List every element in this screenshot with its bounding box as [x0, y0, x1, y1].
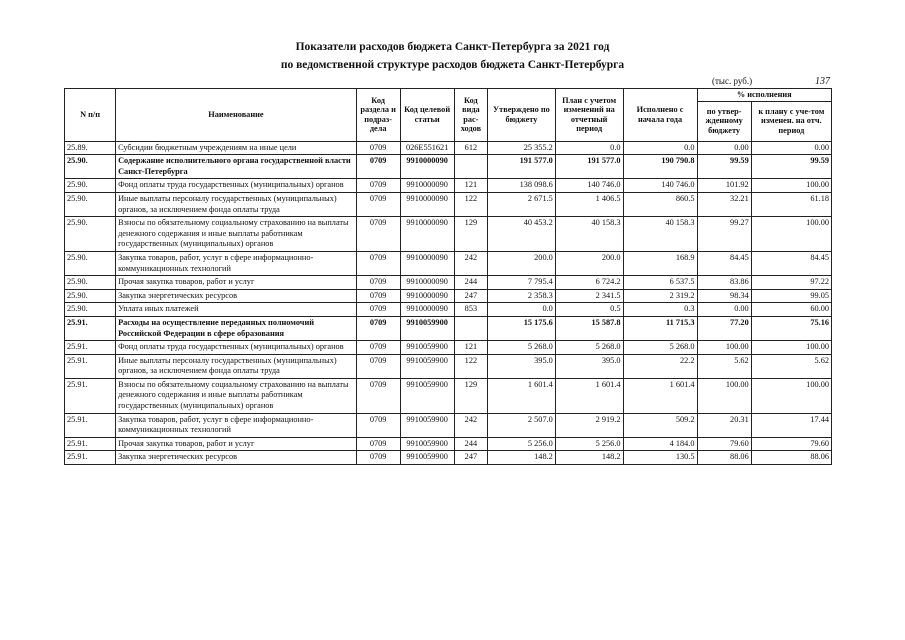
header-pct-utv: по утвер-жденному бюджету [697, 101, 751, 141]
row-name-cell: Закупка энергетических ресурсов [116, 289, 357, 303]
row-isp-cell: 11 715.3 [623, 316, 697, 340]
row-razdel-cell: 0709 [356, 437, 400, 451]
row-vid-cell: 242 [454, 413, 487, 437]
row-utv-cell: 138 098.6 [488, 179, 556, 193]
title-line-2: по ведомственной структуре расходов бюджета Санкт-Петербурга [280, 59, 625, 71]
row-number-cell: 25.91. [65, 378, 116, 413]
row-vid-cell: 121 [454, 341, 487, 355]
row-pct-utv-cell: 100.00 [697, 341, 751, 355]
row-utv-cell: 200.0 [488, 251, 556, 275]
row-pct-plan-cell: 97.22 [751, 276, 831, 290]
table-row [65, 192, 832, 216]
row-utv-cell: 0.0 [488, 303, 556, 317]
row-plan-cell: 1 406.5 [555, 192, 623, 216]
row-pct-plan-cell: 100.00 [751, 378, 831, 413]
row-razdel-cell: 0709 [356, 155, 400, 179]
table-row [65, 413, 832, 437]
table-row [65, 179, 832, 193]
row-isp-cell: 509.2 [623, 413, 697, 437]
row-isp-cell: 0.0 [623, 141, 697, 155]
document-title [0, 38, 905, 74]
row-utv-cell: 25 355.2 [488, 141, 556, 155]
row-pct-plan-cell: 17.44 [751, 413, 831, 437]
row-razdel-cell: 0709 [356, 378, 400, 413]
row-plan-cell: 0.0 [555, 141, 623, 155]
row-number-cell: 25.90. [65, 179, 116, 193]
row-statya-cell: 9910059900 [400, 341, 454, 355]
row-number-cell: 25.90. [65, 192, 116, 216]
row-statya-cell: 9910059900 [400, 354, 454, 378]
row-pct-plan-cell: 75.16 [751, 316, 831, 340]
row-pct-utv-cell: 98.34 [697, 289, 751, 303]
row-utv-cell: 15 175.6 [488, 316, 556, 340]
row-name-cell: Содержание исполнительного органа государственной власти Санкт-Петербурга [116, 155, 357, 179]
row-plan-cell: 395.0 [555, 354, 623, 378]
row-razdel-cell: 0709 [356, 217, 400, 252]
header-pct-group: % исполнения [697, 89, 831, 102]
table-row [65, 316, 832, 340]
row-pct-utv-cell: 101.92 [697, 179, 751, 193]
row-plan-cell: 5 256.0 [555, 437, 623, 451]
row-name-cell: Иные выплаты персоналу государственных (муниципальных) органов, за исключением фонда оплаты труда [116, 354, 357, 378]
row-vid-cell: 129 [454, 378, 487, 413]
table-row [65, 276, 832, 290]
row-vid-cell: 121 [454, 179, 487, 193]
row-isp-cell: 22.2 [623, 354, 697, 378]
row-statya-cell: 9910000090 [400, 303, 454, 317]
row-statya-cell: 9910059900 [400, 413, 454, 437]
row-name-cell: Уплата иных платежей [116, 303, 357, 317]
row-pct-utv-cell: 100.00 [697, 378, 751, 413]
row-vid-cell [454, 155, 487, 179]
row-pct-utv-cell: 5.62 [697, 354, 751, 378]
row-vid-cell: 244 [454, 276, 487, 290]
row-statya-cell: 9910000090 [400, 276, 454, 290]
row-plan-cell: 15 587.8 [555, 316, 623, 340]
header-statya: Код целевой статьи [400, 89, 454, 142]
row-name-cell: Фонд оплаты труда государственных (муниципальных) органов [116, 341, 357, 355]
row-name-cell: Фонд оплаты труда государственных (муниципальных) органов [116, 179, 357, 193]
table-row [65, 378, 832, 413]
table-row [65, 354, 832, 378]
row-vid-cell: 853 [454, 303, 487, 317]
row-number-cell: 25.91. [65, 437, 116, 451]
row-pct-plan-cell: 61.18 [751, 192, 831, 216]
row-vid-cell: 247 [454, 289, 487, 303]
row-pct-plan-cell: 79.60 [751, 437, 831, 451]
row-isp-cell: 860.5 [623, 192, 697, 216]
row-isp-cell: 0.3 [623, 303, 697, 317]
row-plan-cell: 6 724.2 [555, 276, 623, 290]
row-number-cell: 25.90. [65, 289, 116, 303]
row-name-cell: Прочая закупка товаров, работ и услуг [116, 276, 357, 290]
row-utv-cell: 7 795.4 [488, 276, 556, 290]
row-pct-plan-cell: 88.06 [751, 451, 831, 465]
row-razdel-cell: 0709 [356, 141, 400, 155]
row-number-cell: 25.91. [65, 354, 116, 378]
row-number-cell: 25.90. [65, 303, 116, 317]
row-plan-cell: 5 268.0 [555, 341, 623, 355]
row-pct-plan-cell: 84.45 [751, 251, 831, 275]
row-razdel-cell: 0709 [356, 192, 400, 216]
row-vid-cell: 122 [454, 192, 487, 216]
row-pct-plan-cell: 100.00 [751, 341, 831, 355]
row-plan-cell: 40 158.3 [555, 217, 623, 252]
row-pct-utv-cell: 77.20 [697, 316, 751, 340]
row-plan-cell: 1 601.4 [555, 378, 623, 413]
header-utv: Утверждено по бюджету [488, 89, 556, 142]
header-plan: План с учетом изменений на отчетный период [555, 89, 623, 142]
row-vid-cell: 129 [454, 217, 487, 252]
row-vid-cell: 247 [454, 451, 487, 465]
row-razdel-cell: 0709 [356, 316, 400, 340]
row-isp-cell: 40 158.3 [623, 217, 697, 252]
row-statya-cell: 9910000090 [400, 155, 454, 179]
row-utv-cell: 5 256.0 [488, 437, 556, 451]
row-plan-cell: 2 341.5 [555, 289, 623, 303]
table-row [65, 251, 832, 275]
row-plan-cell: 2 919.2 [555, 413, 623, 437]
row-name-cell: Взносы по обязательному социальному страхованию на выплаты денежного содержания и иные выплаты работникам государственных (муниципальных) органов [116, 217, 357, 252]
table-row [65, 217, 832, 252]
row-name-cell: Субсидии бюджетным учреждениям на иные цели [116, 141, 357, 155]
row-name-cell: Прочая закупка товаров, работ и услуг [116, 437, 357, 451]
row-isp-cell: 2 319.2 [623, 289, 697, 303]
row-name-cell: Расходы на осуществление переданных полномочий Российской Федерации в сфере образования [116, 316, 357, 340]
row-plan-cell: 200.0 [555, 251, 623, 275]
row-statya-cell: 9910000090 [400, 179, 454, 193]
row-pct-utv-cell: 83.86 [697, 276, 751, 290]
row-isp-cell: 6 537.5 [623, 276, 697, 290]
row-isp-cell: 4 184.0 [623, 437, 697, 451]
row-name-cell: Взносы по обязательному социальному страхованию на выплаты денежного содержания и иные выплаты работникам государственных (муниципальных) органов [116, 378, 357, 413]
row-plan-cell: 140 746.0 [555, 179, 623, 193]
row-isp-cell: 168.9 [623, 251, 697, 275]
table-row [65, 155, 832, 179]
expenditure-table [64, 88, 832, 465]
row-name-cell: Закупка товаров, работ, услуг в сфере информационно-коммуникационных технологий [116, 251, 357, 275]
row-pct-plan-cell: 99.59 [751, 155, 831, 179]
row-utv-cell: 2 507.0 [488, 413, 556, 437]
row-razdel-cell: 0709 [356, 289, 400, 303]
row-razdel-cell: 0709 [356, 251, 400, 275]
row-isp-cell: 140 746.0 [623, 179, 697, 193]
row-number-cell: 25.90. [65, 276, 116, 290]
row-utv-cell: 40 453.2 [488, 217, 556, 252]
row-pct-plan-cell: 99.05 [751, 289, 831, 303]
row-statya-cell: 9910059900 [400, 316, 454, 340]
table-row [65, 141, 832, 155]
row-statya-cell: 9910000090 [400, 217, 454, 252]
row-pct-utv-cell: 0.00 [697, 303, 751, 317]
title-line-1: Показатели расходов бюджета Санкт-Петербурга за 2021 год [295, 41, 610, 53]
row-utv-cell: 2 671.5 [488, 192, 556, 216]
row-pct-utv-cell: 20.31 [697, 413, 751, 437]
row-name-cell: Закупка товаров, работ, услуг в сфере информационно-коммуникационных технологий [116, 413, 357, 437]
row-number-cell: 25.91. [65, 413, 116, 437]
header-razdel: Код раздела и подраз-дела [356, 89, 400, 142]
row-pct-utv-cell: 79.60 [697, 437, 751, 451]
row-vid-cell: 242 [454, 251, 487, 275]
row-utv-cell: 5 268.0 [488, 341, 556, 355]
header-isp: Исполнено с начала года [623, 89, 697, 142]
row-number-cell: 25.91. [65, 341, 116, 355]
row-statya-cell: 9910000090 [400, 289, 454, 303]
row-vid-cell: 244 [454, 437, 487, 451]
table-body [65, 141, 832, 464]
row-utv-cell: 2 358.3 [488, 289, 556, 303]
header-pct-plan: к плану с уче-том изменен. на отч. период [751, 101, 831, 141]
row-number-cell: 25.91. [65, 316, 116, 340]
row-isp-cell: 190 790.8 [623, 155, 697, 179]
table-row [65, 437, 832, 451]
row-statya-cell: 9910059900 [400, 378, 454, 413]
row-pct-utv-cell: 0.00 [697, 141, 751, 155]
row-number-cell: 25.90. [65, 217, 116, 252]
row-pct-utv-cell: 32.21 [697, 192, 751, 216]
row-statya-cell: 9910000090 [400, 251, 454, 275]
row-utv-cell: 1 601.4 [488, 378, 556, 413]
row-number-cell: 25.90. [65, 155, 116, 179]
row-name-cell: Закупка энергетических ресурсов [116, 451, 357, 465]
row-pct-utv-cell: 84.45 [697, 251, 751, 275]
row-statya-cell: 9910000090 [400, 192, 454, 216]
row-pct-utv-cell: 99.27 [697, 217, 751, 252]
row-pct-utv-cell: 99.59 [697, 155, 751, 179]
row-plan-cell: 191 577.0 [555, 155, 623, 179]
row-plan-cell: 148.2 [555, 451, 623, 465]
row-pct-plan-cell: 100.00 [751, 217, 831, 252]
row-vid-cell: 122 [454, 354, 487, 378]
row-isp-cell: 1 601.4 [623, 378, 697, 413]
row-isp-cell: 5 268.0 [623, 341, 697, 355]
table-row [65, 303, 832, 317]
row-razdel-cell: 0709 [356, 179, 400, 193]
row-utv-cell: 148.2 [488, 451, 556, 465]
row-razdel-cell: 0709 [356, 354, 400, 378]
row-number-cell: 25.89. [65, 141, 116, 155]
row-pct-plan-cell: 0.00 [751, 141, 831, 155]
row-razdel-cell: 0709 [356, 276, 400, 290]
row-pct-plan-cell: 5.62 [751, 354, 831, 378]
row-utv-cell: 191 577.0 [488, 155, 556, 179]
units-label: (тыс. руб.) [712, 76, 753, 86]
row-vid-cell [454, 316, 487, 340]
header-name: Наименование [116, 89, 357, 142]
row-statya-cell: 9910059900 [400, 437, 454, 451]
row-pct-utv-cell: 88.06 [697, 451, 751, 465]
row-vid-cell: 612 [454, 141, 487, 155]
row-utv-cell: 395.0 [488, 354, 556, 378]
header-vid: Код вида рас-ходов [454, 89, 487, 142]
table-row [65, 341, 832, 355]
table-row [65, 451, 832, 465]
header-num: N п/п [65, 89, 116, 142]
row-razdel-cell: 0709 [356, 341, 400, 355]
page-number: 137 [815, 76, 830, 87]
row-plan-cell: 0.5 [555, 303, 623, 317]
row-name-cell: Иные выплаты персоналу государственных (муниципальных) органов, за исключением фонда оплаты труда [116, 192, 357, 216]
row-razdel-cell: 0709 [356, 451, 400, 465]
row-razdel-cell: 0709 [356, 303, 400, 317]
row-statya-cell: 026Е551621 [400, 141, 454, 155]
row-statya-cell: 9910059900 [400, 451, 454, 465]
row-isp-cell: 130.5 [623, 451, 697, 465]
row-razdel-cell: 0709 [356, 413, 400, 437]
row-number-cell: 25.91. [65, 451, 116, 465]
table-row [65, 289, 832, 303]
row-number-cell: 25.90. [65, 251, 116, 275]
row-pct-plan-cell: 100.00 [751, 179, 831, 193]
row-pct-plan-cell: 60.00 [751, 303, 831, 317]
